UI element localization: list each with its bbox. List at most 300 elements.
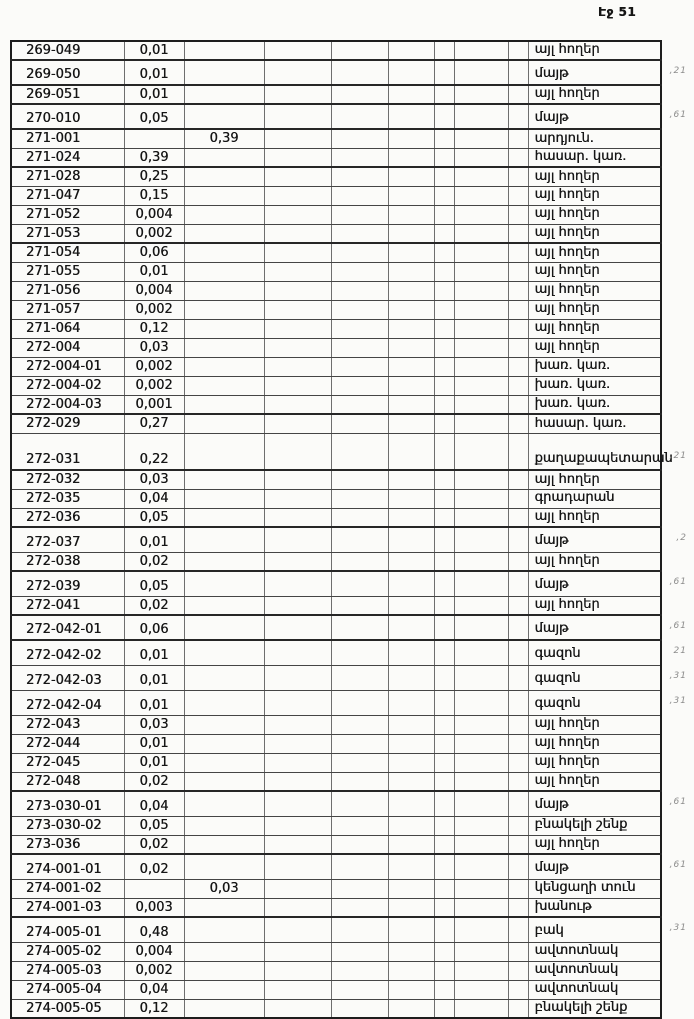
cell-empty — [508, 60, 528, 85]
cell-empty — [508, 734, 528, 753]
cell-value-1: 0,06 — [124, 615, 184, 640]
cell-empty — [454, 753, 508, 772]
cell-empty — [508, 186, 528, 205]
cell-empty — [331, 319, 388, 338]
cell-empty — [388, 41, 434, 60]
cell-empty — [434, 186, 454, 205]
cell-value-2 — [184, 319, 264, 338]
cell-value-2 — [184, 60, 264, 85]
table-row — [11, 262, 661, 281]
cell-value-2 — [184, 357, 264, 376]
cell-value-1: 0,002 — [124, 357, 184, 376]
cell-empty — [264, 753, 331, 772]
cell-empty — [508, 816, 528, 835]
cell-land-use: այլ հողեր — [528, 224, 661, 243]
table-row — [11, 999, 661, 1018]
cell-value-1: 0,002 — [124, 300, 184, 319]
cell-empty — [388, 816, 434, 835]
cell-empty — [454, 41, 508, 60]
cell-empty — [264, 508, 331, 527]
cell-empty — [508, 281, 528, 300]
cell-empty — [388, 508, 434, 527]
cell-value-1 — [124, 129, 184, 148]
cell-empty — [434, 734, 454, 753]
cell-empty — [454, 414, 508, 433]
cell-empty — [264, 186, 331, 205]
cell-empty — [454, 433, 508, 470]
cell-code: 272-004-02 — [11, 376, 124, 395]
cell-value-2 — [184, 508, 264, 527]
cell-empty — [264, 571, 331, 596]
cell-empty — [388, 690, 434, 715]
cell-empty — [508, 85, 528, 104]
margin-handwritten-mark: ,21 — [669, 450, 687, 461]
cell-empty — [331, 690, 388, 715]
cell-empty — [454, 300, 508, 319]
page-number: Էջ 51 — [598, 5, 637, 19]
cell-empty — [454, 129, 508, 148]
cell-empty — [264, 300, 331, 319]
cell-empty — [508, 376, 528, 395]
cell-empty — [508, 835, 528, 854]
cell-empty — [388, 615, 434, 640]
cell-empty — [264, 85, 331, 104]
cell-empty — [508, 715, 528, 734]
margin-handwritten-mark: ,31 — [669, 923, 687, 934]
cell-code: 274-001-03 — [11, 898, 124, 917]
cell-code: 272-029 — [11, 414, 124, 433]
cell-land-use: այլ հողեր — [528, 281, 661, 300]
cell-code: 272-041 — [11, 596, 124, 615]
cell-empty — [264, 816, 331, 835]
cell-empty — [331, 338, 388, 357]
cell-value-1: 0,04 — [124, 791, 184, 816]
cell-empty — [264, 615, 331, 640]
cell-land-use: այլ հողեր — [528, 508, 661, 527]
cell-empty — [331, 854, 388, 879]
cell-empty — [454, 879, 508, 898]
cell-value-2 — [184, 470, 264, 489]
cell-code: 272-031 — [11, 433, 124, 470]
cell-code: 271-047 — [11, 186, 124, 205]
cell-land-use: հասար. կառ. — [528, 414, 661, 433]
cell-empty — [508, 615, 528, 640]
cell-empty — [388, 999, 434, 1018]
table-row — [11, 470, 661, 489]
cell-empty — [454, 854, 508, 879]
cell-empty — [331, 376, 388, 395]
cell-value-2 — [184, 395, 264, 414]
cell-code: 272-048 — [11, 772, 124, 791]
cell-empty — [508, 665, 528, 690]
cell-land-use: մայթ ,21 — [528, 60, 661, 85]
cell-empty — [264, 640, 331, 665]
cell-code: 271-001 — [11, 129, 124, 148]
cell-land-use: գրադարան — [528, 489, 661, 508]
cell-value-1: 0,01 — [124, 690, 184, 715]
cell-value-2 — [184, 596, 264, 615]
cell-code: 273-030-02 — [11, 816, 124, 835]
cell-land-use: այլ հողեր — [528, 772, 661, 791]
cell-empty — [434, 980, 454, 999]
cell-code: 274-005-05 — [11, 999, 124, 1018]
table-row — [11, 615, 661, 640]
cell-value-1: 0,22 — [124, 433, 184, 470]
table-row — [11, 961, 661, 980]
cell-empty — [454, 665, 508, 690]
cell-value-1: 0,04 — [124, 489, 184, 508]
cell-empty — [454, 186, 508, 205]
cell-empty — [434, 243, 454, 262]
cell-value-1: 0,01 — [124, 262, 184, 281]
margin-handwritten-mark: ,61 — [669, 577, 687, 588]
cell-empty — [508, 690, 528, 715]
table-row — [11, 205, 661, 224]
cell-empty — [264, 104, 331, 129]
cell-empty — [331, 999, 388, 1018]
cell-value-2 — [184, 999, 264, 1018]
cell-empty — [454, 596, 508, 615]
cell-empty — [388, 85, 434, 104]
table-row — [11, 104, 661, 129]
table-row — [11, 715, 661, 734]
table-row — [11, 319, 661, 338]
cell-code: 273-036 — [11, 835, 124, 854]
cell-value-1: 0,02 — [124, 854, 184, 879]
cell-empty — [331, 734, 388, 753]
cell-empty — [388, 854, 434, 879]
cell-empty — [388, 835, 434, 854]
cell-land-use: մայթ ,61 — [528, 791, 661, 816]
margin-handwritten-mark: ,2 — [676, 533, 687, 544]
table-row — [11, 224, 661, 243]
cell-code: 271-064 — [11, 319, 124, 338]
cell-empty — [264, 980, 331, 999]
cell-land-use: այլ հողեր — [528, 300, 661, 319]
table-row — [11, 60, 661, 85]
cell-empty — [264, 376, 331, 395]
cell-value-1: 0,03 — [124, 470, 184, 489]
cell-empty — [508, 527, 528, 552]
cell-empty — [331, 791, 388, 816]
cell-value-2 — [184, 791, 264, 816]
cell-empty — [388, 338, 434, 357]
cell-empty — [454, 527, 508, 552]
cell-empty — [331, 772, 388, 791]
cell-value-1: 0,03 — [124, 715, 184, 734]
cell-empty — [434, 129, 454, 148]
cell-empty — [508, 338, 528, 357]
cell-empty — [331, 917, 388, 942]
table-row — [11, 281, 661, 300]
cell-empty — [434, 338, 454, 357]
cell-empty — [508, 917, 528, 942]
cell-empty — [454, 791, 508, 816]
cell-value-2 — [184, 980, 264, 999]
cell-empty — [264, 205, 331, 224]
cell-land-use: բնակելի շենք — [528, 816, 661, 835]
cell-code: 272-043 — [11, 715, 124, 734]
table-row — [11, 571, 661, 596]
cell-empty — [388, 898, 434, 917]
cell-value-1: 0,02 — [124, 552, 184, 571]
cell-empty — [388, 772, 434, 791]
cell-code: 269-050 — [11, 60, 124, 85]
cell-code: 271-055 — [11, 262, 124, 281]
cell-empty — [388, 376, 434, 395]
cell-value-2 — [184, 85, 264, 104]
cell-empty — [264, 552, 331, 571]
cell-empty — [388, 357, 434, 376]
cell-value-1: 0,15 — [124, 186, 184, 205]
cell-empty — [388, 489, 434, 508]
cell-code: 272-042-01 — [11, 615, 124, 640]
table-row — [11, 433, 661, 470]
table-row — [11, 942, 661, 961]
cell-empty — [454, 395, 508, 414]
cell-empty — [508, 205, 528, 224]
cell-empty — [454, 980, 508, 999]
cell-empty — [454, 999, 508, 1018]
cell-land-use: կենցաղի տուն — [528, 879, 661, 898]
cell-empty — [454, 85, 508, 104]
cell-empty — [331, 470, 388, 489]
cell-land-use: քաղաքապետարան ,21 — [528, 433, 661, 470]
cell-code: 272-004 — [11, 338, 124, 357]
cell-land-use: մայթ ,61 — [528, 571, 661, 596]
cell-empty — [454, 243, 508, 262]
cell-empty — [388, 433, 434, 470]
cell-empty — [508, 433, 528, 470]
cell-empty — [434, 552, 454, 571]
cell-empty — [454, 470, 508, 489]
cell-land-use: այլ հողեր — [528, 835, 661, 854]
cell-empty — [454, 508, 508, 527]
cell-empty — [388, 281, 434, 300]
cell-empty — [264, 262, 331, 281]
cell-empty — [388, 980, 434, 999]
cell-land-use: այլ հողեր — [528, 734, 661, 753]
cell-code: 272-037 — [11, 527, 124, 552]
cell-empty — [454, 489, 508, 508]
cell-empty — [454, 615, 508, 640]
cell-empty — [388, 60, 434, 85]
cell-empty — [388, 224, 434, 243]
cell-empty — [508, 167, 528, 186]
cell-code: 274-005-01 — [11, 917, 124, 942]
cell-value-2 — [184, 104, 264, 129]
table-body — [11, 41, 687, 1018]
cell-empty — [434, 470, 454, 489]
table-row — [11, 338, 661, 357]
cell-code: 271-054 — [11, 243, 124, 262]
cell-value-2 — [184, 615, 264, 640]
cell-empty — [454, 338, 508, 357]
cell-empty — [264, 319, 331, 338]
cell-empty — [454, 60, 508, 85]
cell-empty — [264, 898, 331, 917]
cell-land-use: գազոն 21 — [528, 640, 661, 665]
cell-empty — [508, 898, 528, 917]
cell-land-use: այլ հողեր — [528, 167, 661, 186]
cell-code: 274-001-02 — [11, 879, 124, 898]
cell-value-2 — [184, 41, 264, 60]
cell-land-use: մայթ ,61 — [528, 615, 661, 640]
cell-empty — [331, 129, 388, 148]
cell-empty — [434, 816, 454, 835]
cell-empty — [508, 319, 528, 338]
cell-empty — [388, 243, 434, 262]
cell-empty — [434, 489, 454, 508]
cell-land-use: այլ հողեր — [528, 85, 661, 104]
cell-empty — [264, 60, 331, 85]
cell-empty — [434, 999, 454, 1018]
table-row — [11, 665, 661, 690]
cell-code: 272-044 — [11, 734, 124, 753]
margin-handwritten-mark: ,31 — [669, 696, 687, 707]
cell-value-1: 0,25 — [124, 167, 184, 186]
cell-empty — [434, 854, 454, 879]
cell-empty — [388, 205, 434, 224]
cell-empty — [331, 104, 388, 129]
cell-code: 271-052 — [11, 205, 124, 224]
cell-value-1: 0,03 — [124, 338, 184, 357]
cell-empty — [388, 300, 434, 319]
cell-value-2 — [184, 816, 264, 835]
cell-empty — [331, 148, 388, 167]
cell-empty — [434, 300, 454, 319]
cell-empty — [454, 640, 508, 665]
cell-value-2 — [184, 898, 264, 917]
cell-empty — [264, 357, 331, 376]
table-row — [11, 816, 661, 835]
cell-land-use: այլ հողեր — [528, 552, 661, 571]
cell-value-1: 0,004 — [124, 942, 184, 961]
cell-value-1: 0,05 — [124, 104, 184, 129]
cell-code: 272-042-04 — [11, 690, 124, 715]
cell-empty — [508, 753, 528, 772]
cell-land-use: այլ հողեր — [528, 262, 661, 281]
cell-empty — [264, 167, 331, 186]
cell-empty — [331, 395, 388, 414]
table-row — [11, 791, 661, 816]
table-row — [11, 489, 661, 508]
cell-empty — [434, 262, 454, 281]
cell-empty — [388, 527, 434, 552]
cell-empty — [454, 167, 508, 186]
cell-empty — [264, 665, 331, 690]
cell-land-use: բնակելի շենք — [528, 999, 661, 1018]
cell-empty — [388, 715, 434, 734]
table-row — [11, 85, 661, 104]
cell-code: 272-036 — [11, 508, 124, 527]
cell-empty — [508, 395, 528, 414]
table-row — [11, 148, 661, 167]
cell-empty — [434, 85, 454, 104]
cell-empty — [264, 281, 331, 300]
table-row — [11, 879, 661, 898]
cell-value-2 — [184, 835, 264, 854]
cell-value-2 — [184, 571, 264, 596]
cell-empty — [388, 186, 434, 205]
cell-empty — [331, 281, 388, 300]
cell-empty — [331, 357, 388, 376]
cell-empty — [331, 243, 388, 262]
cell-empty — [434, 961, 454, 980]
cell-value-1: 0,01 — [124, 734, 184, 753]
table-row — [11, 753, 661, 772]
cell-land-use: ավտոտնակ — [528, 980, 661, 999]
cell-land-use: արդյուն. — [528, 129, 661, 148]
cell-empty — [434, 917, 454, 942]
cell-empty — [331, 205, 388, 224]
cell-value-2 — [184, 224, 264, 243]
table-row — [11, 41, 661, 60]
cell-empty — [454, 319, 508, 338]
cell-empty — [331, 980, 388, 999]
cell-code: 272-045 — [11, 753, 124, 772]
cell-empty — [264, 489, 331, 508]
cell-empty — [388, 470, 434, 489]
cell-empty — [434, 615, 454, 640]
cell-empty — [264, 835, 331, 854]
cell-value-2 — [184, 148, 264, 167]
cell-empty — [388, 395, 434, 414]
cell-value-2 — [184, 243, 264, 262]
cell-empty — [331, 665, 388, 690]
cell-code: 272-042-02 — [11, 640, 124, 665]
cell-empty — [508, 262, 528, 281]
cell-empty — [508, 224, 528, 243]
cell-empty — [264, 470, 331, 489]
cell-empty — [264, 734, 331, 753]
cell-empty — [434, 690, 454, 715]
table-row — [11, 508, 661, 527]
cell-land-use: այլ հողեր — [528, 186, 661, 205]
cell-value-1: 0,002 — [124, 376, 184, 395]
table-row — [11, 734, 661, 753]
cell-empty — [264, 527, 331, 552]
cell-empty — [434, 167, 454, 186]
cell-land-use: խառ. կառ. — [528, 395, 661, 414]
cell-land-use: խանութ — [528, 898, 661, 917]
table-row — [11, 980, 661, 999]
cell-code: 274-005-03 — [11, 961, 124, 980]
table-row — [11, 167, 661, 186]
cell-code: 271-053 — [11, 224, 124, 243]
table-row — [11, 640, 661, 665]
cell-empty — [264, 41, 331, 60]
cell-value-2 — [184, 854, 264, 879]
cell-empty — [454, 772, 508, 791]
cell-empty — [264, 690, 331, 715]
table-row — [11, 527, 661, 552]
cell-empty — [331, 300, 388, 319]
cell-empty — [434, 357, 454, 376]
cell-empty — [434, 571, 454, 596]
cell-empty — [388, 879, 434, 898]
cell-empty — [508, 470, 528, 489]
cell-empty — [264, 879, 331, 898]
cell-value-2 — [184, 205, 264, 224]
cell-empty — [264, 433, 331, 470]
cell-empty — [508, 41, 528, 60]
cell-land-use: այլ հողեր — [528, 715, 661, 734]
cell-empty — [434, 942, 454, 961]
cell-empty — [331, 433, 388, 470]
cell-code: 272-004-03 — [11, 395, 124, 414]
cell-code: 271-057 — [11, 300, 124, 319]
